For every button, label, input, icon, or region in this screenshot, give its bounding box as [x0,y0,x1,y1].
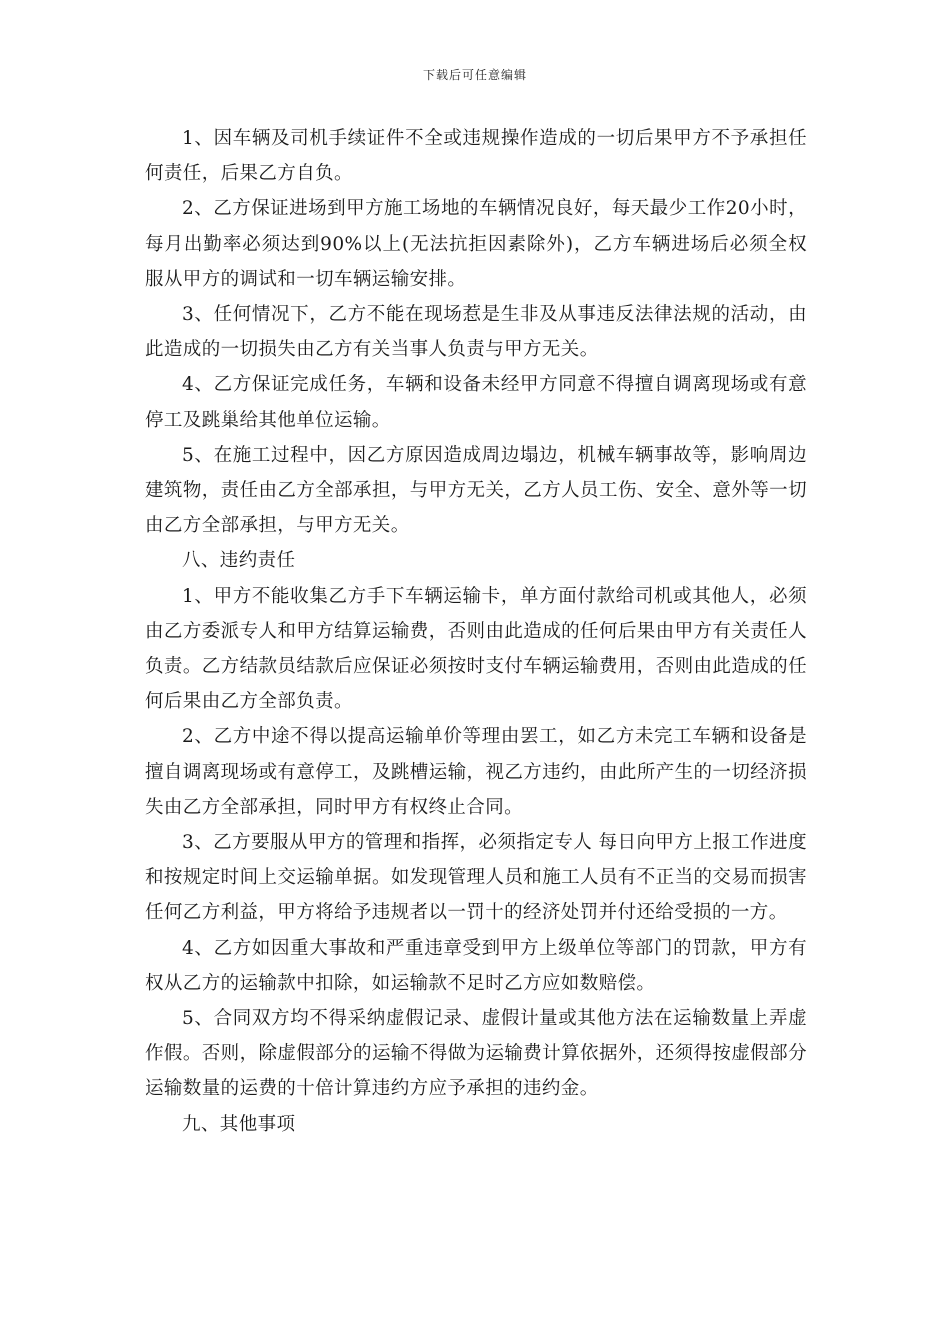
clause-paragraph: 3、任何情况下，乙方不能在现场惹是生非及从事违反法律法规的活动，由此造成的一切损失由乙方有关当事人负责与甲方无关。 [145,304,807,361]
clause-paragraph: 1、甲方不能收集乙方手下车辆运输卡，单方面付款给司机或其他人，必须由乙方委派专人和甲方结算运输费，否则由此造成的任何后果由甲方有关责任人负责。乙方结款员结款后应保证必须按时支付车辆运输费用，否则由此造成的任何后果由乙方全部负责。 [145,585,807,713]
clause-paragraph: 4、乙方如因重大事故和严重违章受到甲方上级单位等部门的罚款，甲方有权从乙方的运输款中扣除，如运输款不足时乙方应如数赔偿。 [145,937,807,994]
header-note: 下载后可任意编辑 [422,68,527,82]
clause-paragraph: 2、乙方中途不得以提高运输单价等理由罢工，如乙方未完工车辆和设备是擅自调离现场或有意停工，及跳槽运输，视乙方违约，由此所产生的一切经济损失由乙方全部承担，同时甲方有权终止合同。 [145,726,807,818]
document-body [145,121,807,1142]
clause-paragraph: 2、乙方保证进场到甲方施工场地的车辆情况良好，每天最少工作20小时，每月出勤率必须达到90%以上(无法抗拒因素除外)，乙方车辆进场后必须全权服从甲方的调试和一切车辆运输安排。 [145,198,807,290]
clause-paragraph: 5、在施工过程中，因乙方原因造成周边塌边，机械车辆事故等，影响周边建筑物，责任由乙方全部承担，与甲方无关，乙方人员工伤、安全、意外等一切由乙方全部承担，与甲方无关。 [145,444,807,537]
section-heading-breach-liability: 八、违约责任 [182,550,296,572]
section-heading-other-matters: 九、其他事项 [182,1113,296,1135]
clause-paragraph: 4、乙方保证完成任务，车辆和设备未经甲方同意不得擅自调离现场或有意停工及跳巢给其他单位运输。 [145,374,807,431]
clause-paragraph: 1、因车辆及司机手续证件不全或违规操作造成的一切后果甲方不予承担任何责任，后果乙方自负。 [145,128,807,185]
clause-paragraph: 3、乙方要服从甲方的管理和指挥，必须指定专人 每日向甲方上报工作进度和按规定时间上交运输单据。如发现管理人员和施工人员有不正当的交易而损害任何乙方利益，甲方将给予违规者以一罚十的经济处罚并付还给受损的一方。 [145,832,807,924]
clause-paragraph: 5、合同双方均不得采纳虚假记录、虚假计量或其他方法在运输数量上弄虚作假。否则，除虚假部分的运输不得做为运输费计算依据外，还须得按虚假部分运输数量的运费的十倍计算违约方应予承担的违约金。 [145,1008,807,1100]
